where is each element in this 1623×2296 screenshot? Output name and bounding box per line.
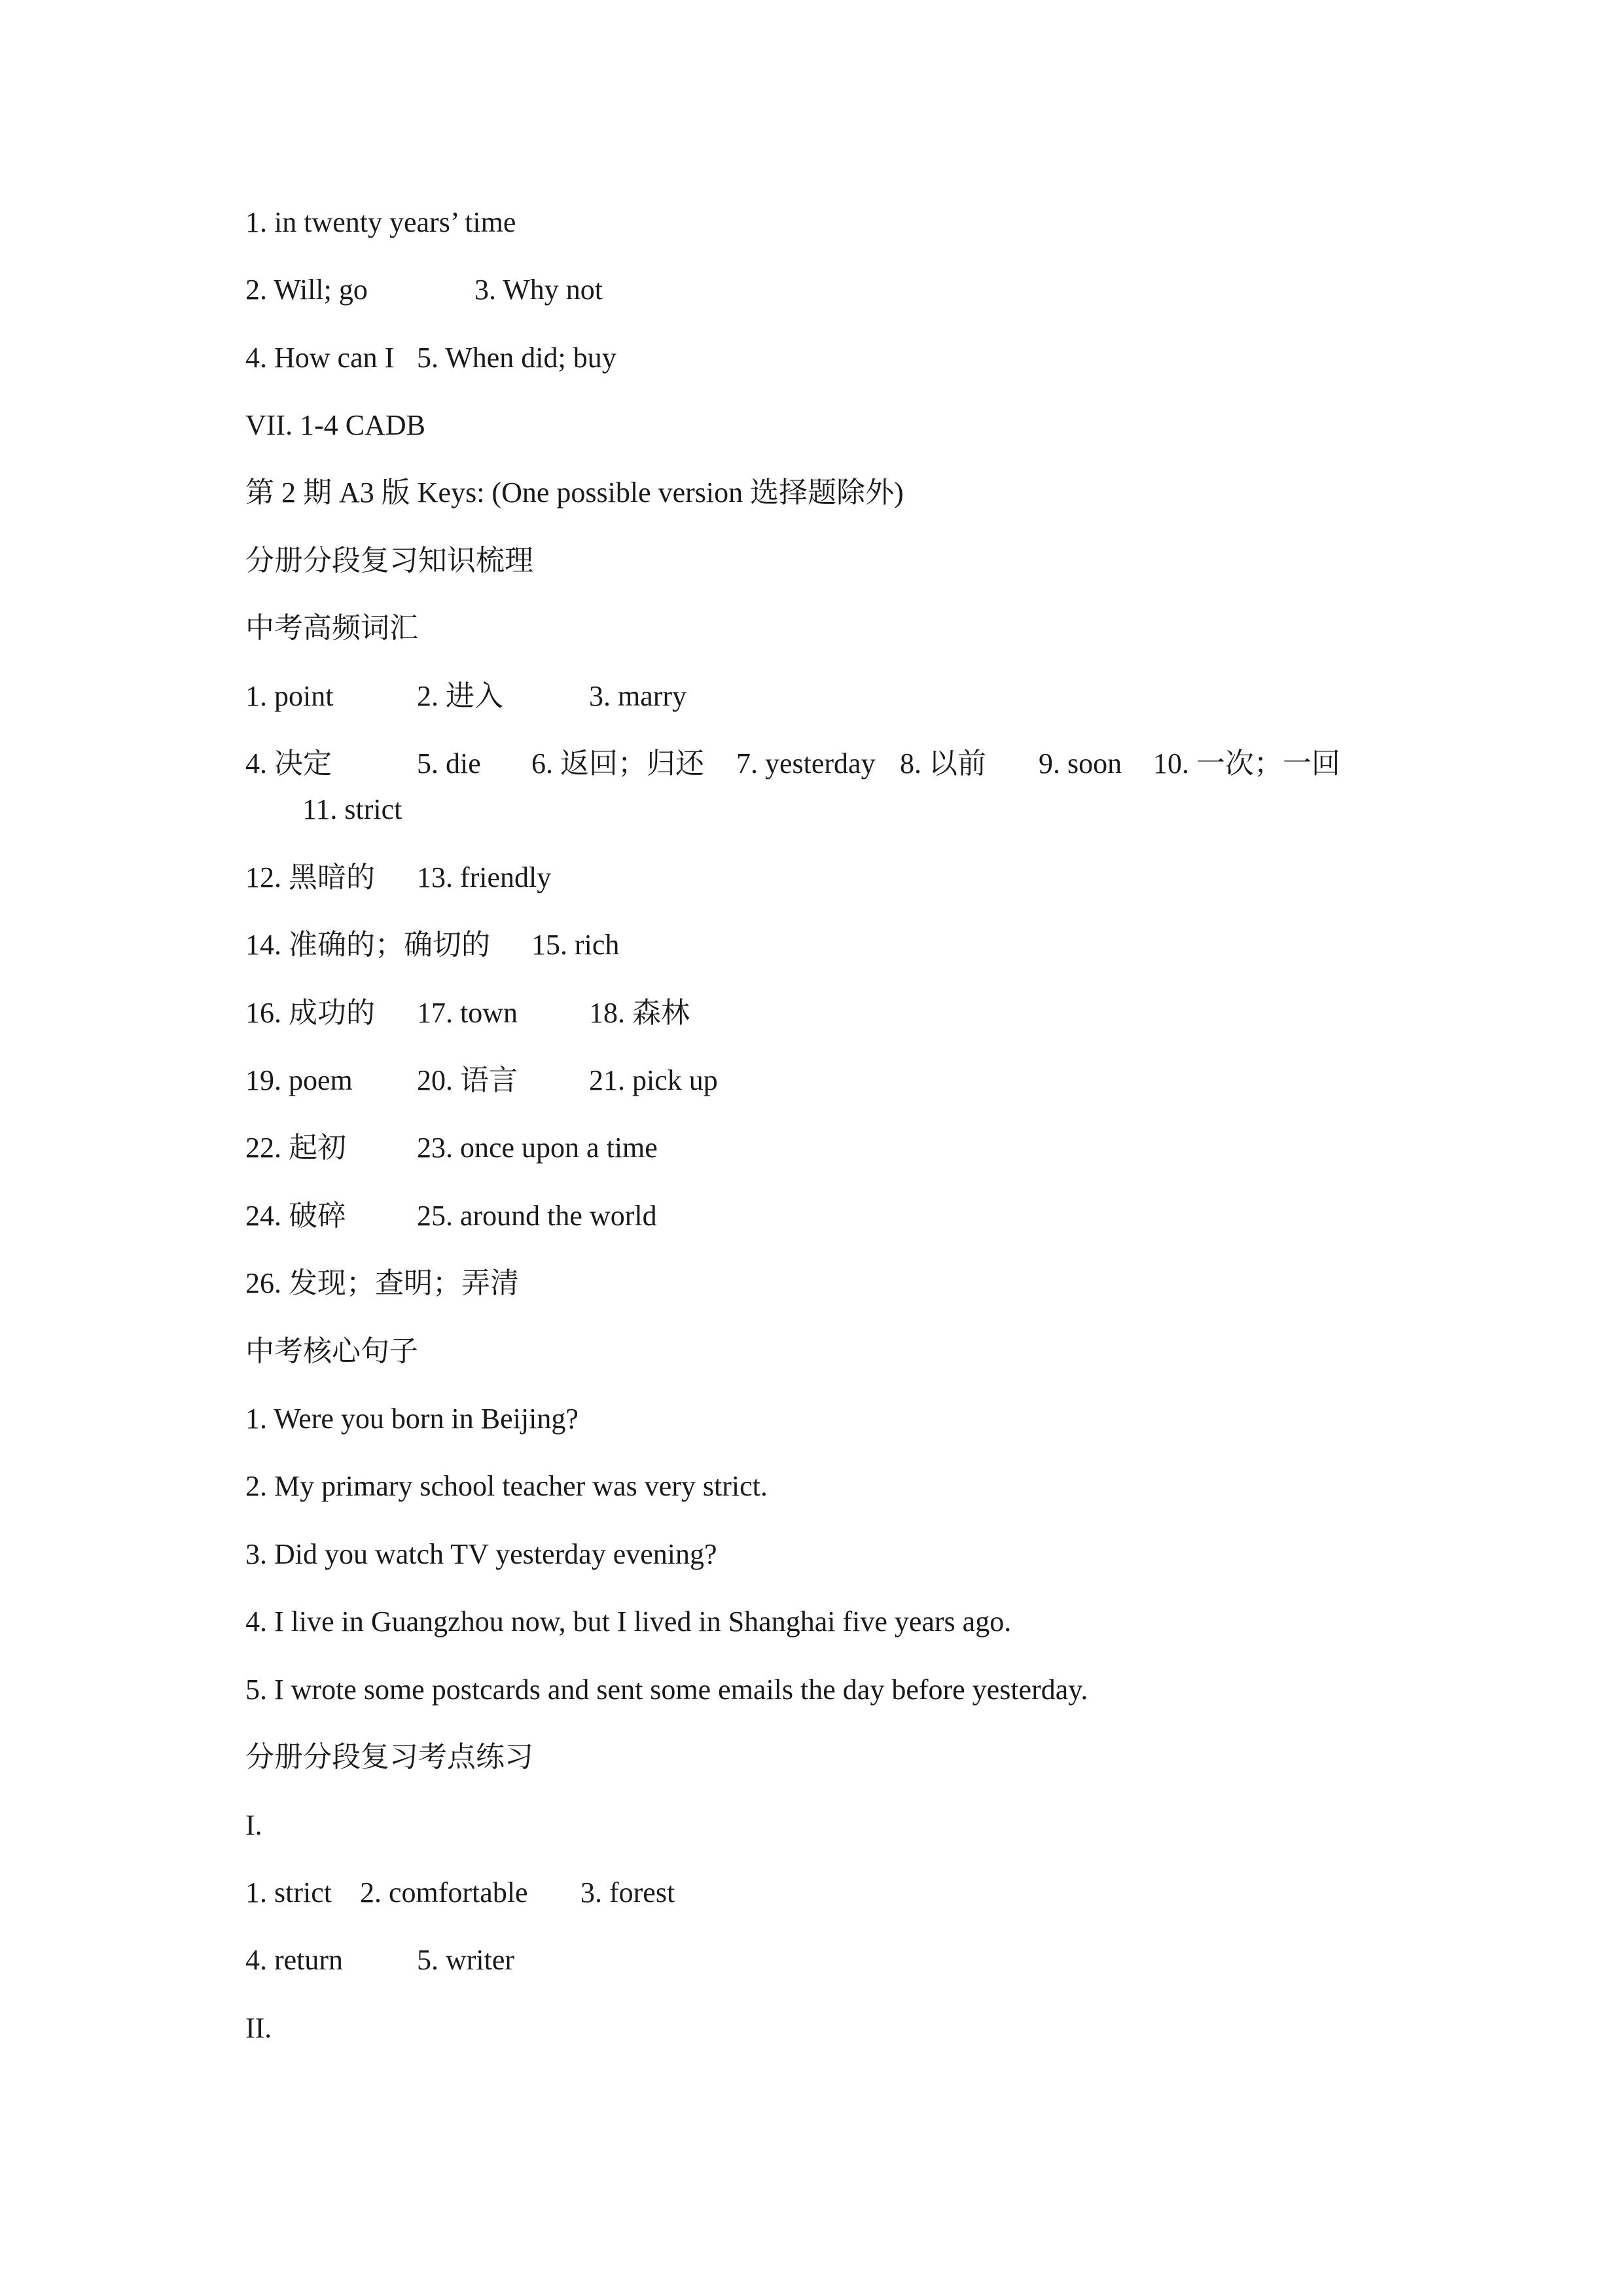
answer-item: 6. 返回；归还 xyxy=(531,747,704,780)
answer-item: 4. How can I xyxy=(245,342,395,374)
answer-item: 2. comfortable xyxy=(360,1876,528,1909)
answer-item: 17. town xyxy=(417,997,518,1029)
sentence-text: 4. I live in Guangzhou now, but I lived in Shanghai five years ago. xyxy=(245,1605,1012,1638)
heading-text: 第 2 期 A3 版 Keys: (One possible version 选择题除外) xyxy=(245,476,904,509)
answer-item: 1. in twenty years’ time xyxy=(245,206,516,238)
heading-text: 中考高频词汇 xyxy=(245,612,418,644)
answer-item: 4. return xyxy=(245,1944,344,1976)
answer-item: 7. yesterday xyxy=(736,747,876,780)
answer-item: 14. 准确的；确切的 xyxy=(245,929,490,961)
answer-item: 9. soon xyxy=(1039,747,1122,780)
numeral-text: II. xyxy=(245,2012,272,2044)
heading-text: 中考核心句子 xyxy=(245,1335,418,1367)
answer-item: 21. pick up xyxy=(589,1064,718,1096)
answer-item: 10. 一次；一回 xyxy=(1153,747,1340,780)
answer-item: 19. poem xyxy=(245,1064,353,1096)
answer-item: 3. marry xyxy=(589,680,687,712)
answer-item: 25. around the world xyxy=(417,1200,657,1232)
heading-text: 分册分段复习考点练习 xyxy=(245,1741,533,1773)
numeral-text: I. xyxy=(245,1809,262,1841)
answer-item: 3. Why not xyxy=(474,274,603,306)
answer-item: 24. 破碎 xyxy=(245,1200,346,1232)
answer-item: 15. rich xyxy=(531,929,620,961)
answer-item: 2. Will; go xyxy=(245,274,368,306)
sentence-text: 1. Were you born in Beijing? xyxy=(245,1403,579,1435)
answer-item: 5. die xyxy=(417,747,481,780)
answer-item: 1. strict xyxy=(245,1876,332,1909)
answer-item: 26. 发现；查明；弄清 xyxy=(245,1267,519,1299)
sentence-text: 3. Did you watch TV yesterday evening? xyxy=(245,1538,717,1570)
sentence-text: 5. I wrote some postcards and sent some emails the day before yesterday. xyxy=(245,1674,1088,1706)
answer-item: 23. once upon a time xyxy=(417,1132,658,1164)
answer-item: 18. 森林 xyxy=(589,997,690,1029)
answer-item: 12. 黑暗的 xyxy=(245,861,375,893)
answer-item: 2. 进入 xyxy=(417,680,503,712)
answer-item: 5. When did; buy xyxy=(417,342,616,374)
answer-item: 11. strict xyxy=(302,793,402,825)
answer-item: 4. 决定 xyxy=(245,747,332,780)
answer-item: 1. point xyxy=(245,680,334,712)
answer-item: 22. 起初 xyxy=(245,1132,346,1164)
heading-text: 分册分段复习知识梳理 xyxy=(245,545,533,577)
answer-item: 8. 以前 xyxy=(900,747,986,780)
answer-item: 16. 成功的 xyxy=(245,997,375,1029)
answer-item: 13. friendly xyxy=(417,861,552,893)
answer-item: 20. 语言 xyxy=(417,1064,518,1096)
sentence-text: 2. My primary school teacher was very strict. xyxy=(245,1470,768,1502)
answer-item: 3. forest xyxy=(580,1876,675,1909)
answer-item: 5. writer xyxy=(417,1944,515,1976)
answer-item: VII. 1-4 CADB xyxy=(245,409,425,441)
